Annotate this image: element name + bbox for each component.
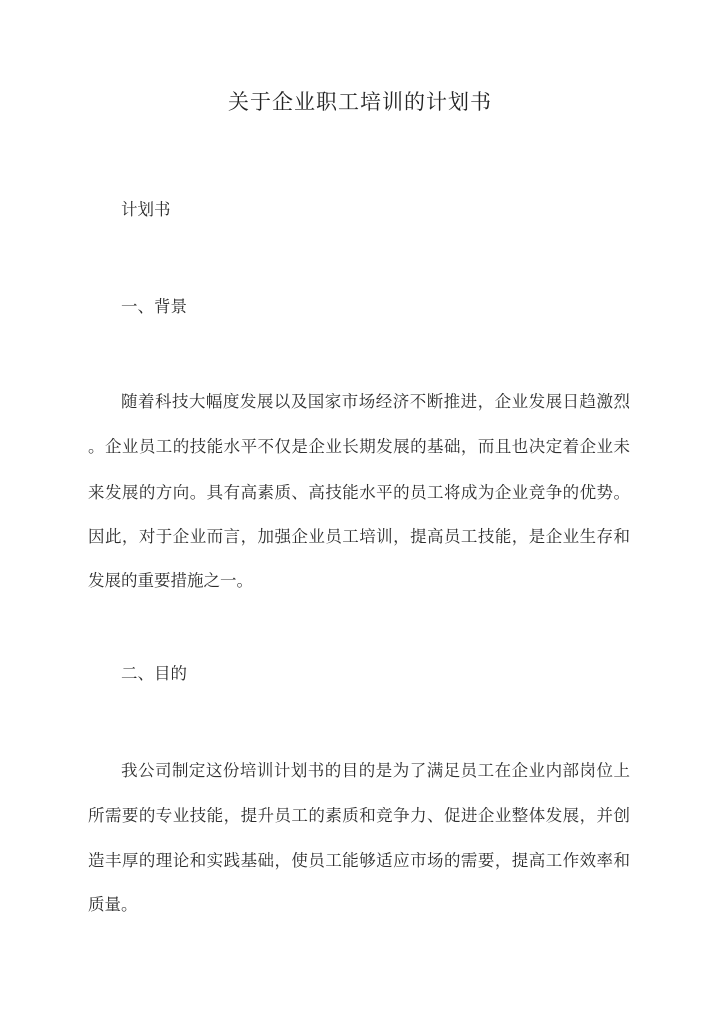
- paragraph-line: 因此，对于企业而言，加强企业员工培训，提高员工技能，是企业生存和: [88, 527, 630, 546]
- paragraph-line: 随着科技大幅度发展以及国家市场经济不断推进，企业发展日趋激烈: [121, 392, 630, 411]
- section-heading-background: 一、背景: [121, 297, 187, 316]
- paragraph-line: 所需要的专业技能，提升员工的素质和竞争力、促进企业整体发展，并创: [88, 806, 630, 825]
- paragraph-line: 来发展的方向。具有高素质、高技能水平的员工将成为企业竞争的优势。: [88, 483, 630, 502]
- paragraph-line: 造丰厚的理论和实践基础，使员工能够适应市场的需要，提高工作效率和: [88, 851, 630, 870]
- paragraph-line: 。企业员工的技能水平不仅是企业长期发展的基础，而且也决定着企业未: [88, 437, 630, 456]
- paragraph-line: 发展的重要措施之一。: [88, 571, 253, 590]
- section-heading-purpose: 二、目的: [121, 664, 187, 683]
- document-title: 关于企业职工培训的计划书: [228, 90, 492, 114]
- paragraph-line: 我公司制定这份培训计划书的目的是为了满足员工在企业内部岗位上: [121, 761, 630, 780]
- plan-heading: 计划书: [121, 200, 171, 219]
- paragraph-line: 质量。: [88, 895, 138, 914]
